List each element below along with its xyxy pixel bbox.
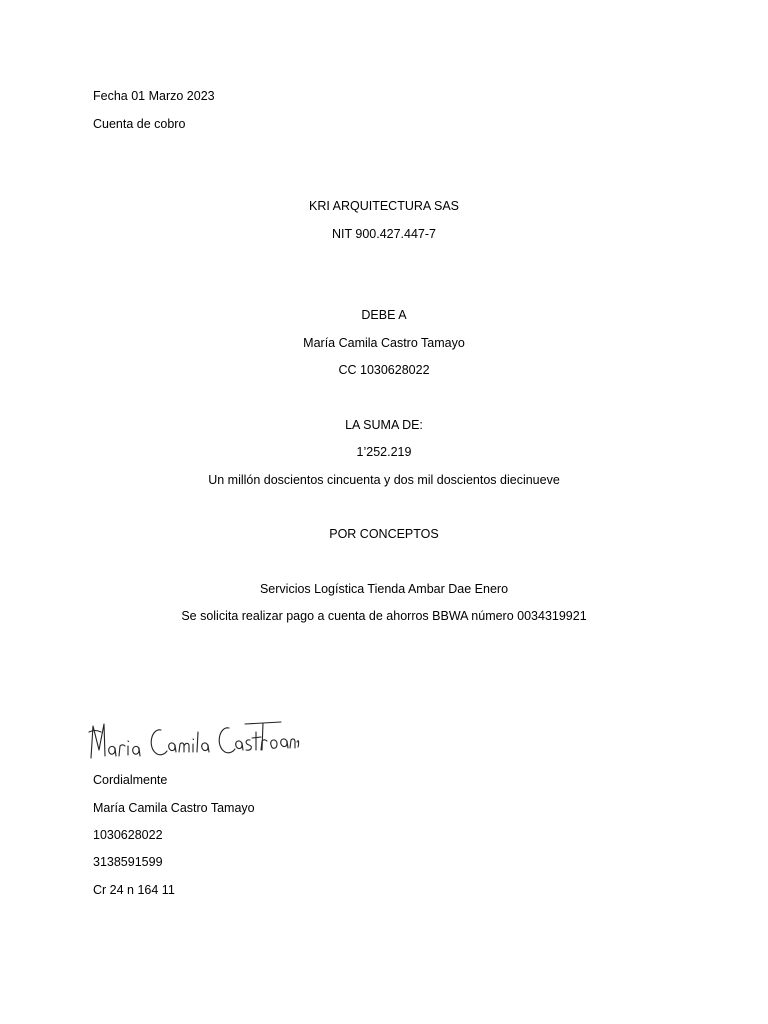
suma-heading: LA SUMA DE:	[345, 418, 423, 432]
conceptos-heading: POR CONCEPTOS	[329, 527, 439, 541]
amount-in-words: Un millón doscientos cincuenta y dos mil doscientos diecinueve	[208, 473, 560, 487]
date-line: Fecha 01 Marzo 2023	[93, 89, 215, 103]
debtor-nit: NIT 900.427.447-7	[331, 227, 436, 241]
creditor-id: CC 1030628022	[338, 363, 430, 377]
signer-name: María Camila Castro Tamayo	[93, 801, 255, 815]
debtor-company: KRI ARQUITECTURA SAS	[308, 199, 460, 213]
creditor-name: María Camila Castro Tamayo	[303, 336, 465, 350]
signer-phone: 3138591599	[93, 855, 163, 869]
signer-address: Cr 24 n 164 11	[93, 883, 175, 897]
payment-instruction: Se solicita realizar pago a cuenta de ahorros BBWA número 0034319921	[181, 609, 587, 623]
amount-value: 1’252.219	[356, 445, 412, 459]
document-type: Cuenta de cobro	[93, 117, 186, 131]
signer-id-number: 1030628022	[93, 828, 163, 842]
service-description: Servicios Logística Tienda Ambar Dae Enero	[259, 582, 509, 596]
closing-salutation: Cordialmente	[93, 773, 168, 787]
handwritten-signature	[85, 712, 300, 764]
debe-a-heading: DEBE A	[361, 308, 407, 322]
